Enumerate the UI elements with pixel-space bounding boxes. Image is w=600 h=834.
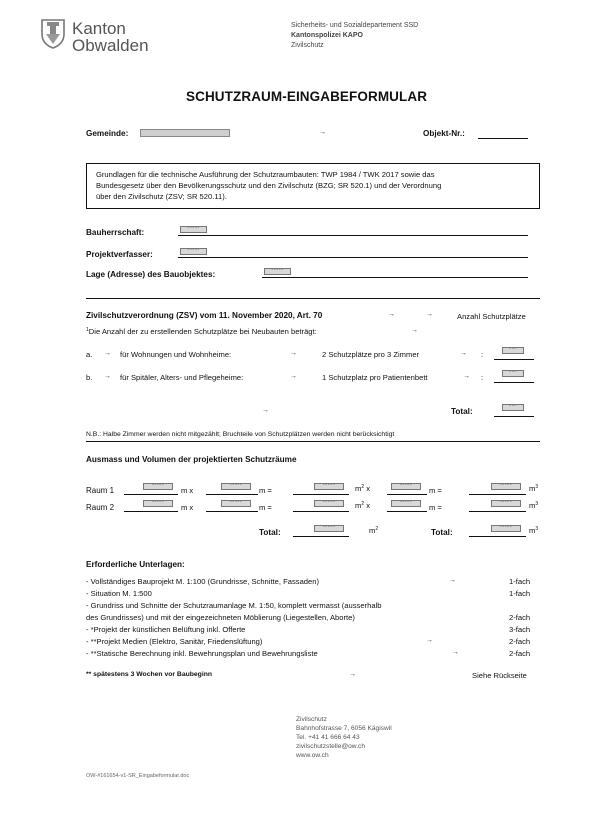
anzahl-schutzplaetze-label: Anzahl Schutzplätze [457, 312, 526, 321]
arrow-icon: → [411, 327, 418, 334]
raum-2-volume-field[interactable]: °°°°° [491, 500, 521, 507]
m2-sup: 2 [361, 501, 365, 507]
raum-2-unit-m3 [529, 501, 538, 510]
volumen-total-field[interactable]: °°°°° [491, 525, 521, 532]
unterlagen-item: - *Projekt der künstlichen Belüftung inkl. Offerte [86, 625, 246, 634]
bauherrschaft-field[interactable]: °°°°° [180, 226, 207, 233]
raum-1-label: Raum 1 [86, 486, 115, 495]
raum-1-volume-underline [469, 494, 526, 495]
address-website[interactable]: www.ow.ch [296, 752, 329, 759]
raum-1-unit-meq2: m = [429, 486, 442, 495]
address-line-3: Tel. +41 41 666 64 43 [296, 734, 360, 741]
gemeinde-label: Gemeinde: [86, 129, 129, 138]
projektverfasser-label: Projektverfasser: [86, 250, 153, 259]
raum-1-volume-field[interactable]: °°°°° [491, 483, 521, 490]
m3-sup: 3 [535, 484, 539, 490]
section-divider [86, 298, 540, 299]
arrow-icon: → [104, 350, 111, 357]
unterlagen-item: - Situation M. 1:500 [86, 589, 152, 598]
flaeche-total-unit [369, 526, 378, 535]
volumen-total-label: Total: [431, 528, 453, 537]
m3-unit: m [529, 501, 536, 510]
unterlagen-item: - **Projekt Medien (Elektro, Sanitär, Friedenslüftung) [86, 637, 263, 646]
raum-2-area-underline [293, 511, 349, 512]
unterlagen-qty: 2-fach [509, 613, 531, 622]
m2-tail: x [364, 501, 371, 510]
volumen-total-underline [469, 536, 526, 537]
zsv-heading: Zivilschutzverordnung (ZSV) vom 11. November 2020, Art. 70 [86, 311, 323, 320]
unterlagen-qty: 2-fach [509, 637, 531, 646]
ausmass-heading: Ausmass und Volumen der projektierten Schutzräume [86, 455, 297, 464]
row-b-label: für Spitäler, Alters- und Pflegeheime: [120, 373, 244, 382]
arrow-icon: → [452, 649, 459, 656]
unterlagen-qty: 1-fach [509, 589, 531, 598]
raum-2-height-field[interactable]: °°°°° [391, 500, 421, 507]
projektverfasser-underline [178, 257, 528, 258]
objekt-nr-field[interactable] [478, 138, 528, 139]
m2-unit: m [369, 526, 376, 535]
raum-2-unit-mx: m x [181, 503, 194, 512]
unterlagen-item: - Grundriss und Schnitte der Schutzraumanlage M. 1:50, komplett vermasst (ausserhalb [86, 601, 382, 610]
row-b-letter: b. [86, 373, 93, 382]
raum-2-label: Raum 2 [86, 503, 115, 512]
row-a-label: für Wohnungen und Wohnheime: [120, 350, 232, 359]
coat-of-arms-icon [38, 16, 68, 50]
arrow-icon: → [460, 350, 467, 357]
raum-2-volume-underline [469, 511, 526, 512]
m2-unit: m [355, 501, 362, 510]
unterlagen-heading: Erforderliche Unterlagen: [86, 560, 185, 569]
bauherrschaft-underline [178, 235, 528, 236]
projektverfasser-field[interactable]: °°°°° [180, 248, 207, 255]
raum-1-unit-mx: m x [181, 486, 194, 495]
logo-kanton: Kanton [72, 19, 126, 38]
raum-1-unit-meq: m = [259, 486, 272, 495]
arrow-icon: → [104, 373, 111, 380]
page-title: SCHUTZRAUM-EINGABEFORMULAR [186, 89, 428, 104]
unterlagen-item: des Grundrisses) und mit der eingezeichneten Möblierung (Liegestellen, Aborte) [86, 613, 355, 622]
document-filename: OW-#161654-v1-SR_Eingabeformular.doc [86, 773, 190, 779]
zsv-intro [86, 327, 317, 336]
arrow-icon: → [426, 637, 433, 644]
flaeche-total-label: Total: [259, 528, 281, 537]
row-a-letter: a. [86, 350, 93, 359]
row-b-underline [494, 382, 534, 383]
raum-2-length-underline [124, 511, 178, 512]
unterlagen-item: - **Statische Berechnung inkl. Bewehrungsplan und Bewehrungsliste [86, 649, 318, 658]
row-b-rule: 1 Schutzplatz pro Patientenbett [322, 373, 428, 382]
arrow-icon: → [319, 129, 326, 136]
intro-superscript: 1 [86, 327, 89, 333]
grundlagen-line-1: Grundlagen für die technische Ausführung der Schutzraumbauten: TWP 1984 / TWK 2017 sowie das [96, 170, 435, 179]
m3-unit: m [529, 526, 536, 535]
row-b-colon: : [481, 373, 484, 382]
m2-unit: m [355, 484, 362, 493]
raum-1-width-underline [206, 494, 258, 495]
raum-2-height-underline [387, 511, 427, 512]
raum-2-width-field[interactable]: °°°°° [221, 500, 251, 507]
raum-2-area-field[interactable]: °°°°° [314, 500, 344, 507]
raum-1-height-underline [387, 494, 427, 495]
volumen-total-unit [529, 526, 538, 535]
grundlagen-line-3: über den Zivilschutz (ZSV; SR 520.11). [96, 192, 227, 201]
raum-1-width-field[interactable]: °°°°° [221, 483, 251, 490]
arrow-icon: → [426, 311, 433, 318]
m2-sup: 2 [361, 484, 365, 490]
row-b-value-field[interactable]: °°° [502, 370, 524, 377]
gemeinde-field[interactable] [140, 129, 230, 137]
arrow-icon: → [290, 373, 297, 380]
raum-2-width-underline [206, 511, 258, 512]
row-a-underline [494, 359, 534, 360]
m3-sup: 3 [535, 501, 539, 507]
raum-1-unit-m2x [355, 484, 370, 493]
flaeche-total-underline [293, 536, 349, 537]
lage-field[interactable]: °°°°° [264, 268, 291, 275]
raum-1-height-field[interactable]: °°°°° [391, 483, 421, 490]
schutzplaetze-total-field[interactable]: °°° [502, 404, 524, 411]
row-a-value-field[interactable]: °°° [502, 347, 524, 354]
lage-underline [262, 277, 528, 278]
unterlagen-qty: 3-fach [509, 625, 531, 634]
lage-label: Lage (Adresse) des Bauobjektes: [86, 270, 216, 279]
schutzplaetze-total-label: Total: [451, 407, 473, 416]
dept-line-2: Kantonspolizei KAPO [291, 32, 363, 39]
note-underline [86, 441, 540, 442]
raum-1-area-field[interactable]: °°°°° [314, 483, 344, 490]
arrow-icon: → [349, 671, 356, 678]
logo-obwalden: Obwalden [72, 36, 149, 55]
raum-2-unit-m2x [355, 501, 370, 510]
raum-1-area-underline [293, 494, 349, 495]
dept-line-1: Sicherheits- und Sozialdepartement SSD [291, 22, 419, 29]
raum-2-unit-meq: m = [259, 503, 272, 512]
siehe-rueckseite: Siehe Rückseite [472, 671, 527, 680]
dept-line-3: Zivilschutz [291, 42, 324, 49]
m2-tail: x [364, 484, 371, 493]
address-line-2: Bahnhofstrasse 7, 6056 Kägiswil [296, 725, 392, 732]
raum-1-length-field[interactable]: °°°°° [143, 483, 173, 490]
schutzplaetze-total-underline [494, 416, 534, 417]
footnote: ** spätestens 3 Wochen vor Baubeginn [86, 671, 213, 678]
intro-text: Die Anzahl der zu erstellenden Schutzplätze bei Neubauten beträgt: [88, 327, 317, 336]
arrow-icon: → [463, 373, 470, 380]
raum-1-unit-m3 [529, 484, 538, 493]
raum-2-length-field[interactable]: °°°°° [143, 500, 173, 507]
arrow-icon: → [388, 311, 395, 318]
raum-1-length-underline [124, 494, 178, 495]
address-email[interactable]: zivilschutzstelle@ow.ch [296, 743, 365, 750]
address-line-1: Zivilschutz [296, 716, 327, 723]
objekt-nr-label: Objekt-Nr.: [423, 129, 465, 138]
unterlagen-item: - Vollständiges Bauprojekt M. 1:100 (Grundrisse, Schnitte, Fassaden) [86, 577, 319, 586]
flaeche-total-field[interactable]: °°°°° [314, 525, 344, 532]
m2-sup: 2 [375, 526, 379, 532]
raum-2-unit-meq2: m = [429, 503, 442, 512]
nb-note: N.B.: Halbe Zimmer werden nicht mitgezählt; Bruchteile von Schutzplätzen werden nicht berücksichtigt [86, 431, 395, 438]
arrow-icon: → [449, 577, 456, 584]
m3-unit: m [529, 484, 536, 493]
row-a-rule: 2 Schutzplätze pro 3 Zimmer [322, 350, 420, 359]
arrow-icon: → [262, 407, 269, 414]
unterlagen-qty: 2-fach [509, 649, 531, 658]
arrow-icon: → [290, 350, 297, 357]
bauherrschaft-label: Bauherrschaft: [86, 228, 145, 237]
unterlagen-qty: 1-fach [509, 577, 531, 586]
m3-sup: 3 [535, 526, 539, 532]
grundlagen-line-2: Bundesgesetz über den Bevölkerungsschutz und den Zivilschutz (BZG; SR 520.1) und der Verordnung [96, 181, 442, 190]
row-a-colon: : [481, 350, 484, 359]
